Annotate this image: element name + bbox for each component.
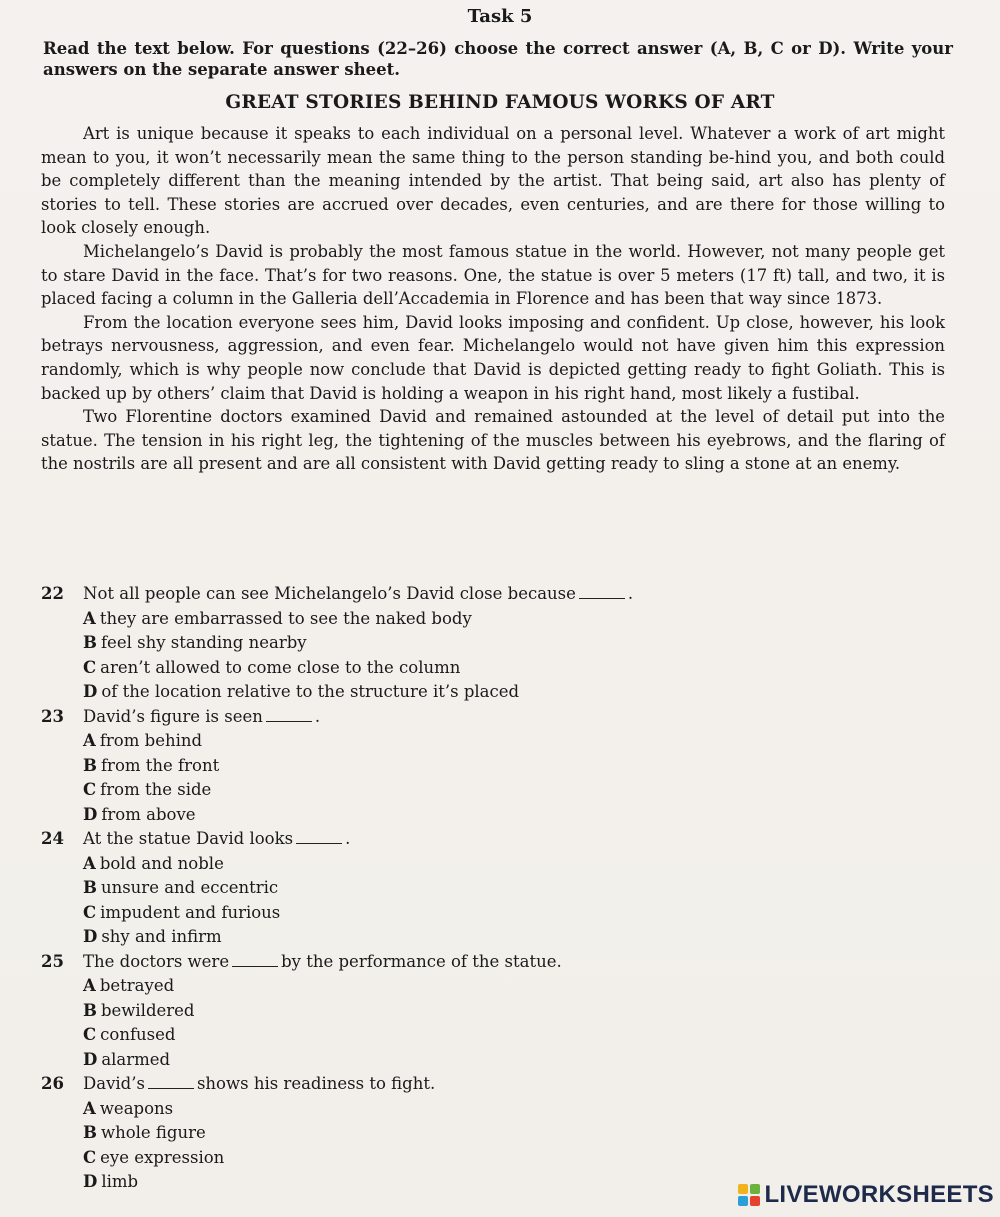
option-d[interactable]: D from above xyxy=(83,804,196,824)
option-a[interactable]: A they are embarrassed to see the naked body xyxy=(83,608,472,628)
option-c[interactable]: C eye expression xyxy=(83,1147,225,1167)
question-number: 25 xyxy=(41,951,64,971)
option-b[interactable]: B unsure and eccentric xyxy=(83,878,279,897)
passage-paragraph: Two Florentine doctors examined David and remained astounded at the level of detail put into the statue. The tension in his right leg, the tightening of the muscles between his eyebrows, and the flaring of the nostrils are all present and are all consistent with David getting ready to sling a stone at an enemy. xyxy=(41,407,945,474)
option-d[interactable]: D alarmed xyxy=(83,1049,171,1069)
option-c[interactable]: C impudent and furious xyxy=(83,902,281,922)
question-text: At the statue David looks xyxy=(83,829,294,848)
option-b[interactable]: B bewildered xyxy=(83,1000,195,1020)
task-title: Task 5 xyxy=(467,6,533,27)
question-text-end: . xyxy=(627,584,634,603)
passage-paragraph: Art is unique because it speaks to each individual on a personal level. Whatever a work of art might mean to you, it won’t necessarily mean the same thing to the person standing be-hind you, and both could be completely different than the meaning intended by the artist. That being said, art also has plenty of stories to tell. These stories are accrued over decades, even centuries, and are there for those willing to look closely enough. xyxy=(41,124,945,238)
answer-blank[interactable] xyxy=(296,829,342,844)
option-c[interactable]: C confused xyxy=(83,1025,176,1044)
answer-blank[interactable] xyxy=(266,707,312,722)
question-24 xyxy=(41,827,741,950)
option-a[interactable]: A from behind xyxy=(83,731,203,750)
question-23 xyxy=(41,705,741,828)
option-b[interactable]: B feel shy standing nearby xyxy=(83,633,307,652)
logo-text: LIVEWORKSHEETS xyxy=(764,1181,994,1208)
liveworksheets-logo xyxy=(738,1181,994,1209)
answer-blank[interactable] xyxy=(232,952,278,967)
option-a[interactable]: A weapons xyxy=(83,1098,174,1118)
question-26 xyxy=(41,1072,741,1195)
question-number: 24 xyxy=(41,829,64,848)
question-text-end: . xyxy=(345,829,351,848)
question-stem xyxy=(41,582,741,607)
text-title: GREAT STORIES BEHIND FAMOUS WORKS OF ART xyxy=(225,92,775,113)
question-number: 23 xyxy=(41,706,64,726)
question-text: David’s figure is seen xyxy=(83,706,263,726)
question-text: Not all people can see Michelangelo’s David close because xyxy=(83,584,576,603)
instructions: Read the text below. For questions (22–26) choose the correct answer (A, B, C or D). Write your answers on the separate answer sheet. xyxy=(43,39,953,79)
logo-square xyxy=(738,1196,748,1206)
question-text-end: by the performance of the statue. xyxy=(281,951,562,971)
question-text-end: shows his readiness to fight. xyxy=(196,1074,436,1093)
question-text: David’s xyxy=(83,1074,145,1093)
question-text: The doctors were xyxy=(83,951,230,971)
answer-blank[interactable] xyxy=(579,584,625,599)
option-c[interactable]: C aren’t allowed to come close to the column xyxy=(83,657,461,677)
question-25 xyxy=(41,950,741,1073)
passage-paragraph: From the location everyone sees him, David looks imposing and confident. Up close, however, his look betrays nervousness, aggression, and even fear. Michelangelo would not have given him this expression randomly, which is why people now conclude that David is depicted getting ready to fight Goliath. This is backed up by others’ claim that David is holding a weapon in his right hand, most likely a fustibal. xyxy=(41,312,945,403)
option-d[interactable]: D limb xyxy=(83,1172,139,1191)
reading-passage xyxy=(41,122,945,476)
logo-square xyxy=(750,1196,760,1206)
logo-square xyxy=(750,1184,760,1194)
option-a[interactable]: A betrayed xyxy=(83,976,175,995)
passage-paragraph: Michelangelo’s David is probably the most famous statue in the world. However, not many people get to stare David in the face. That’s for two reasons. One, the statue is over 5 meters (17 ft) tall, and two, it is placed facing a column in the Galleria dell’Accademia in Florence and has been that way since 1873. xyxy=(41,241,945,309)
logo-icon xyxy=(738,1184,760,1206)
option-d[interactable]: D of the location relative to the structure it’s placed xyxy=(83,682,520,701)
option-c[interactable]: C from the side xyxy=(83,780,212,799)
question-stem xyxy=(41,950,741,975)
option-b[interactable]: B from the front xyxy=(83,755,220,775)
question-stem xyxy=(41,827,741,852)
question-22 xyxy=(41,582,741,705)
logo-square xyxy=(738,1184,748,1194)
question-text-end: . xyxy=(314,706,321,726)
question-list xyxy=(41,582,741,1195)
option-d[interactable]: D shy and infirm xyxy=(83,927,222,946)
question-number: 22 xyxy=(41,584,64,603)
option-a[interactable]: A bold and noble xyxy=(83,853,224,873)
question-stem xyxy=(41,1072,741,1097)
answer-blank[interactable] xyxy=(148,1074,194,1089)
option-b[interactable]: B whole figure xyxy=(83,1123,206,1142)
question-stem xyxy=(41,705,741,730)
question-number: 26 xyxy=(41,1074,64,1093)
